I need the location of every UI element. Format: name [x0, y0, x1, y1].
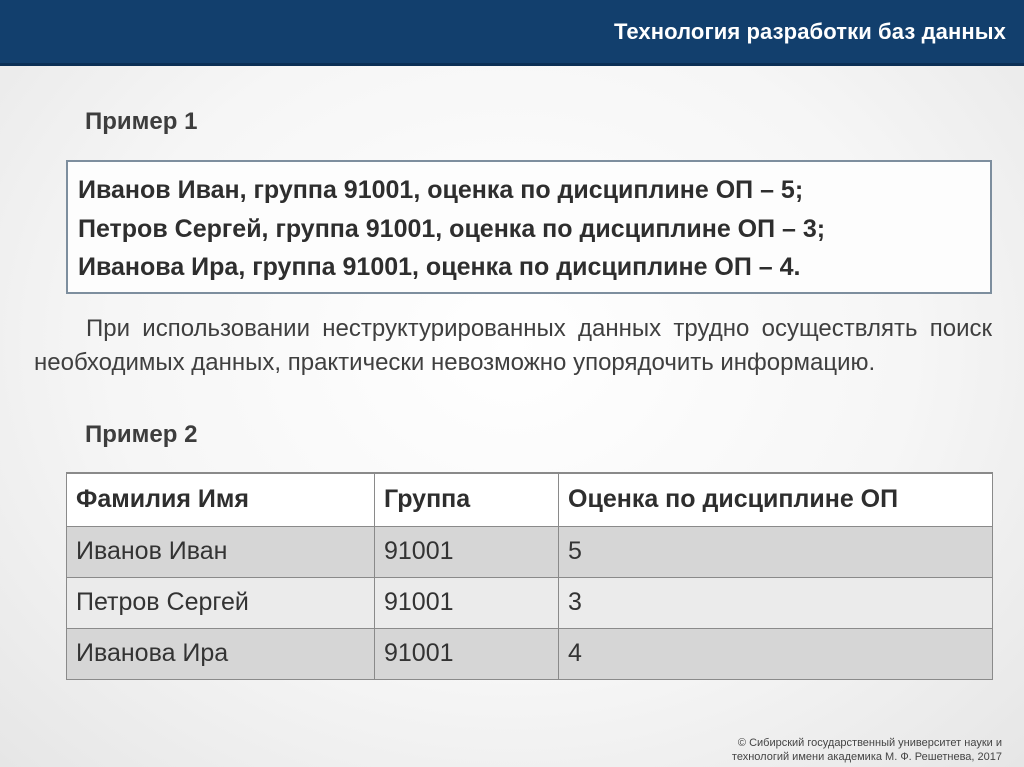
- example-2-heading: Пример 2: [85, 421, 198, 448]
- table-row: [67, 628, 993, 679]
- table-row: [67, 526, 993, 577]
- cell-name: Иванова Ира: [67, 628, 375, 679]
- cell-group: 91001: [375, 526, 559, 577]
- explanation-paragraph: При использовании неструктурированных данных трудно осуществлять поиск необходимых данных, практически невозможно упорядочить информацию.: [34, 315, 992, 376]
- record-line: Иванов Иван, группа 91001, оценка по дисциплине ОП – 5;: [78, 176, 804, 204]
- cell-grade: 4: [559, 628, 993, 679]
- copyright-footer: [732, 736, 1002, 764]
- table-header-row: [67, 473, 993, 526]
- cell-group: 91001: [375, 628, 559, 679]
- cell-name: Иванов Иван: [67, 526, 375, 577]
- cell-grade: 5: [559, 526, 993, 577]
- record-line: Иванова Ира, группа 91001, оценка по дисциплине ОП – 4.: [78, 253, 801, 281]
- header-bar: [0, 0, 1024, 66]
- record-line: Петров Сергей, группа 91001, оценка по дисциплине ОП – 3;: [78, 214, 826, 243]
- copyright-line-1: © Сибирский государственный университет науки и: [737, 737, 1002, 749]
- column-header-group: Группа: [375, 473, 559, 526]
- table-row: [67, 577, 993, 628]
- cell-group: 91001: [375, 577, 559, 628]
- structured-data-table: [66, 472, 993, 680]
- column-header-grade: Оценка по дисциплине ОП: [559, 473, 993, 526]
- course-title: Технология разработки баз данных: [613, 19, 1006, 44]
- cell-name: Петров Сергей: [67, 577, 375, 628]
- example-1-heading: Пример 1: [85, 108, 198, 135]
- copyright-line-2: технологий имени академика М. Ф. Решетнева, 2017: [731, 751, 1002, 763]
- column-header-name: Фамилия Имя: [67, 473, 375, 526]
- cell-grade: 3: [559, 577, 993, 628]
- unstructured-records-box: [66, 160, 992, 294]
